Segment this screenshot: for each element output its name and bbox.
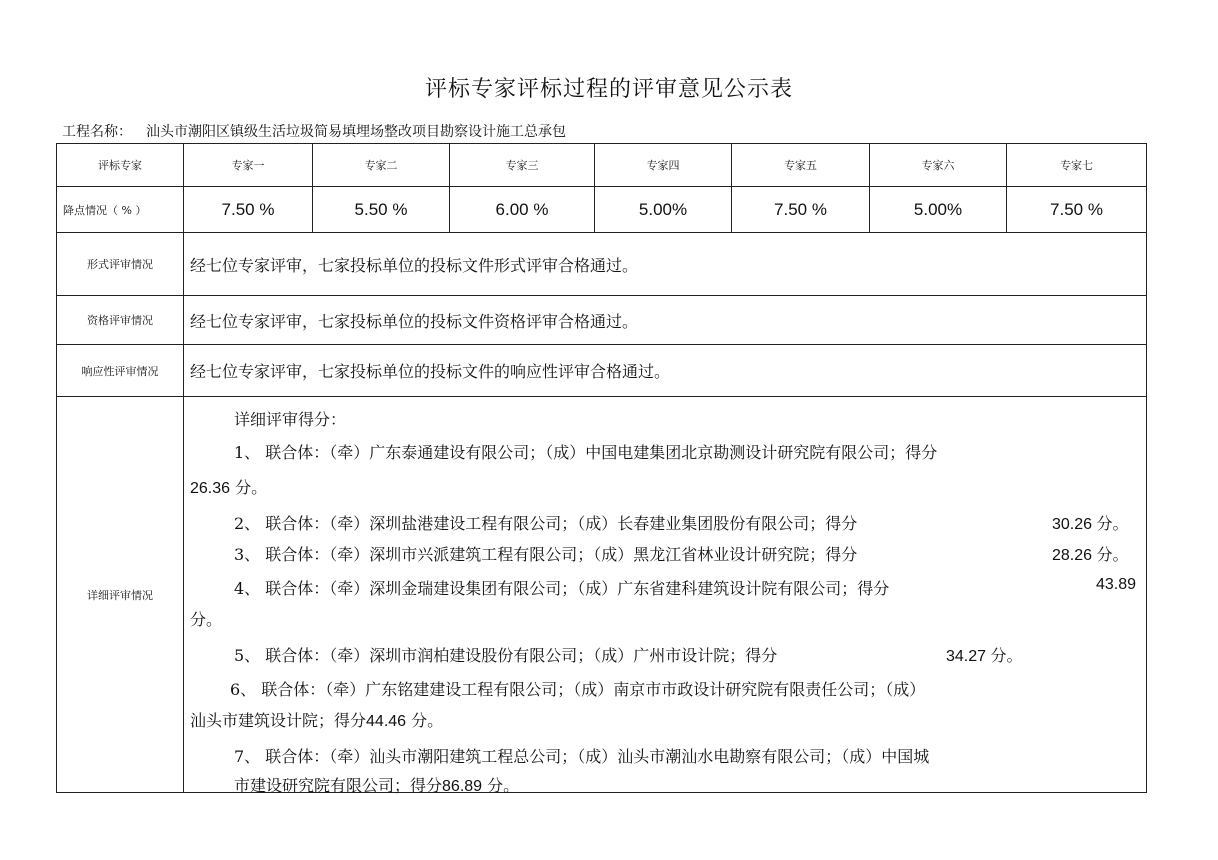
detail-line-3: 3、 联合体：（牵）深圳市兴派建筑工程有限公司；（成）黑龙江省林业设计研究院；得分 [234,545,858,564]
expert-4: 专家四 [595,144,732,187]
expert-5: 专家五 [732,144,870,187]
detail-review-row [57,397,1147,793]
score-1-unit: 分。 [235,478,268,497]
detail-line-6b-text: 汕头市建筑设计院；得分 [190,711,367,730]
expert-3: 专家三 [450,144,595,187]
header-label: 评标专家 [57,144,184,187]
detail-line-7b [234,773,519,796]
detail-review-content [184,397,1147,793]
score-2: 30.26 分。 [1052,516,1129,533]
detail-review-label: 详细评审情况 [57,397,184,793]
detail-line-5: 5、 联合体：（牵）深圳市润柏建设股份有限公司；（成）广州市设计院；得分 [234,646,778,665]
project-label: 工程名称： [62,124,132,140]
project-name: 汕头市潮阳区镇级生活垃圾简易填埋场整改项目勘察设计施工总承包 [146,124,566,140]
score-5: 34.27 分。 [946,648,1023,665]
qualification-review-row [57,296,1147,345]
qualification-review-text: 经七位专家评审，七家投标单位的投标文件资格评审合格通过。 [184,296,1147,345]
detail-line-4: 4、 联合体：（牵）深圳金瑞建设集团有限公司；（成）广东省建科建筑设计院有限公司；得分 [234,579,890,598]
rate-4: 5.00% [595,187,732,233]
project-line [62,121,566,141]
qualification-review-label: 资格评审情况 [57,296,184,345]
detail-line-1b [190,475,267,498]
score-6-unit: 分。 [411,711,444,730]
form-review-row [57,233,1147,296]
score-4: 43.89 [1096,576,1137,593]
rate-5: 7.50 % [732,187,870,233]
detail-line-7b-text: 市建设研究院有限公司；得分 [234,776,443,795]
review-table [56,143,1147,793]
score-6: 44.46 [366,713,407,730]
detail-line-6a: 6、 联合体：（牵）广东铭建建设工程有限公司；（成）南京市市政设计研究院有限责任公司；（成） [230,680,926,699]
form-review-text: 经七位专家评审，七家投标单位的投标文件形式评审合格通过。 [184,233,1147,296]
rate-1: 7.50 % [184,187,313,233]
rate-3: 6.00 % [450,187,595,233]
score-1: 26.36 [190,480,231,497]
form-review-label: 形式评审情况 [57,233,184,296]
score-7: 86.89 [442,778,483,795]
responsiveness-review-row [57,345,1147,397]
rate-7: 7.50 % [1007,187,1147,233]
expert-2: 专家二 [313,144,450,187]
detail-intro: 详细评审得分： [234,410,347,429]
rate-6: 5.00% [870,187,1007,233]
rate-2: 5.50 % [313,187,450,233]
expert-6: 专家六 [870,144,1007,187]
header-row [57,144,1147,187]
detail-line-1a: 1、 联合体：（牵）广东泰通建设有限公司；（成）中国电建集团北京勘测设计研究院有限公司；得分 [234,443,938,462]
responsiveness-review-label: 响应性评审情况 [57,345,184,397]
detail-line-4b: 分。 [190,610,223,629]
page-title: 评标专家评标过程的评审意见公示表 [424,77,793,102]
detail-line-6b [190,708,443,731]
rate-row [57,187,1147,233]
score-3: 28.26 分。 [1052,547,1129,564]
score-7-unit: 分。 [487,776,520,795]
expert-7: 专家七 [1007,144,1147,187]
detail-line-2 [234,511,857,534]
detail-line-7a: 7、 联合体：（牵）汕头市潮阳建筑工程总公司；（成）汕头市潮汕水电勘察有限公司；（成）中国城 [234,747,930,766]
detail-line-2-text: 2、 联合体：（牵）深圳盐港建设工程有限公司；（成）长春建业集团股份有限公司；得分 [234,514,858,533]
rate-label: 降点情况（ % ） [57,187,184,233]
expert-1: 专家一 [184,144,313,187]
responsiveness-review-text: 经七位专家评审，七家投标单位的投标文件的响应性评审合格通过。 [184,345,1147,397]
